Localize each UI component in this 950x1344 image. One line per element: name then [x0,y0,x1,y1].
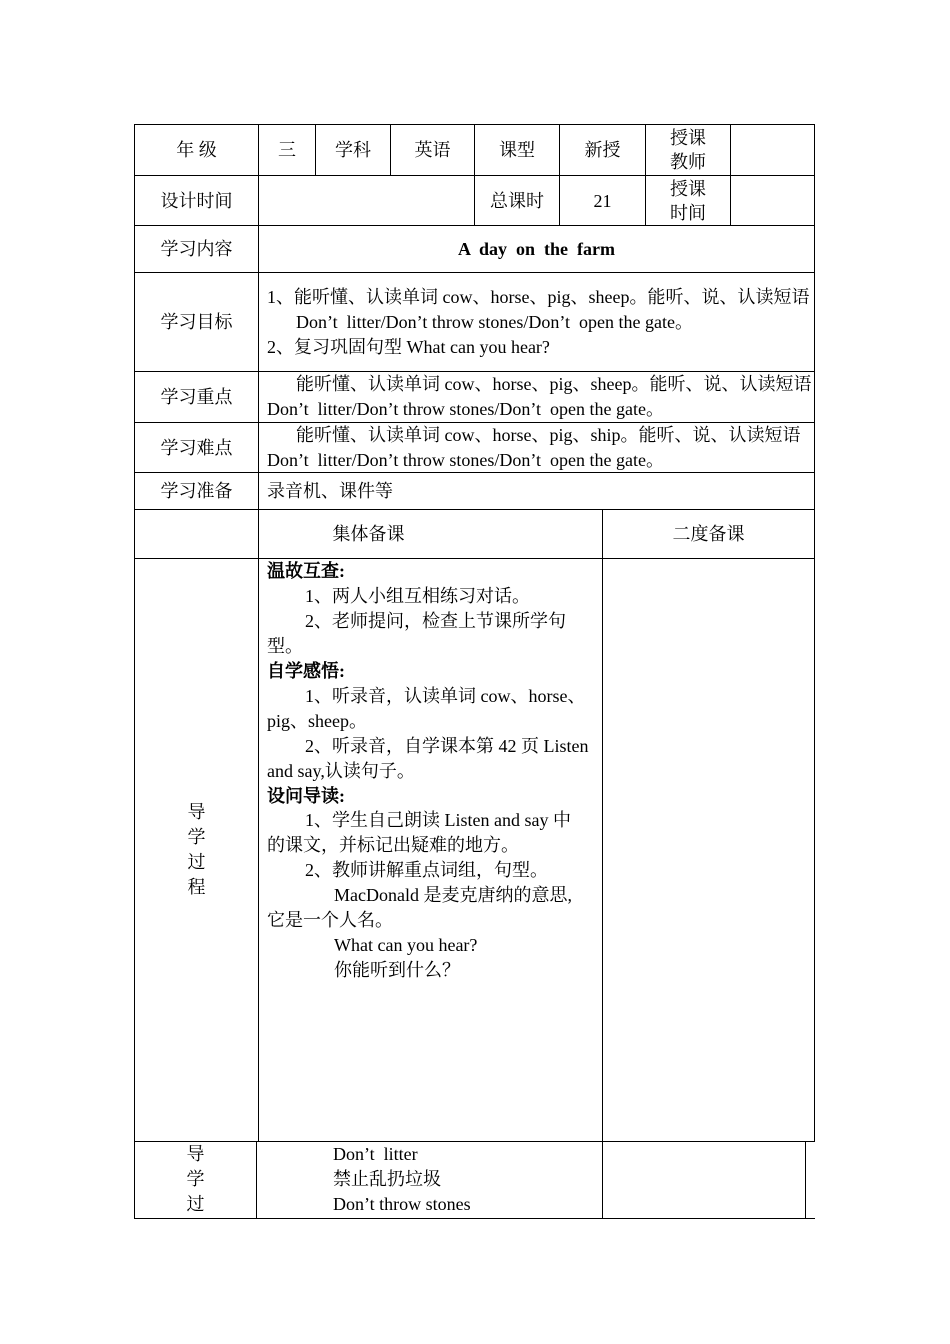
continuation-line: Don’t throw stones [333,1194,471,1214]
difficulty-label: 学习难点 [160,437,233,458]
process-line: 1、学生自己朗读 Listen and say 中 [305,810,571,830]
process-char: 导 [187,802,206,822]
collective-planning-header: 集体备课 [332,524,405,544]
section-heading-self-study: 自学感悟: [267,661,345,681]
process-line: 它是一个人名。 [267,910,393,930]
process-char: 学 [187,827,206,847]
prep-label: 学习准备 [160,481,233,501]
process-line: 2、老师提问，检查上节课所学句 [305,611,566,631]
goal-line-1: 1、能听懂、认读单词 cow、horse、pig、sheep。能听、说、认读短语 [267,287,810,307]
content-label: 学习内容 [160,239,233,259]
process-char: 过 [187,852,206,872]
process-char: 导 [186,1144,205,1164]
subject-label: 学科 [335,140,371,160]
design-time-label: 设计时间 [160,190,233,211]
teacher-label-line-2: 教师 [670,152,706,172]
process-line: 型。 [267,636,303,656]
lesson-type-value: 新授 [584,140,621,160]
teacher-value [731,125,814,175]
design-time-value [259,176,474,225]
process-line: MacDonald 是麦克唐纳的意思, [334,885,572,905]
process-line: pig、sheep。 [267,711,367,731]
process-line: 2、教师讲解重点词组，句型。 [305,860,548,880]
process-char: 过 [186,1194,205,1214]
continuation-line: Don’t litter [333,1144,418,1164]
process-label [135,800,258,900]
section-heading-guided-reading: 设问导读: [267,786,345,806]
key-line-2: Don’t litter/Don’t throw stones/Don’t open the gate。 [267,399,664,419]
process-line: and say,认读句子。 [267,761,415,781]
process-line: 你能听到什么？ [334,960,460,980]
goal-line-3: 2、复习巩固句型 What can you hear? [267,337,550,357]
class-time-label-line-1: 授课 [670,178,706,199]
total-hours-value: 21 [593,190,612,211]
process-char: 程 [187,877,206,897]
process-line: 1、听录音，认读单词 cow、horse、 [305,686,586,706]
process-line: 2、听录音，自学课本第 42 页 Listen [305,736,589,756]
lesson-type-label: 课型 [499,140,535,160]
grade-label: 年 级 [176,140,217,160]
class-time-value [731,176,814,225]
process-line: 1、两人小组互相练习对话。 [305,586,530,606]
key-label: 学习重点 [160,387,233,407]
second-planning-header: 二度备课 [672,524,745,544]
content-value: A day on the farm [458,239,615,259]
class-time-label-line-2: 时间 [670,202,706,223]
class-time-label [646,176,730,225]
process-line: 的课文，并标记出疑难的地方。 [267,835,519,855]
goal-line-2: Don’t litter/Don’t throw stones/Don’t open the gate。 [296,312,693,332]
subject-value: 英语 [414,140,451,160]
total-hours-label: 总课时 [490,190,544,211]
section-heading-review: 温故互查: [267,561,345,581]
prep-value: 录音机、课件等 [267,481,393,501]
continuation-line: 禁止乱扔垃圾 [333,1169,441,1189]
process-char: 学 [186,1169,205,1189]
teacher-label [646,125,730,175]
teacher-label-line-1: 授课 [670,128,706,148]
process-label-continued [135,1142,256,1217]
difficulty-line-1: 能听懂、认读单词 cow、horse、pig、ship。能听、说、认读短语 [296,425,801,445]
process-line: What can you hear? [334,935,478,955]
difficulty-line-2: Don’t litter/Don’t throw stones/Don’t open the gate。 [267,450,664,470]
goal-label: 学习目标 [160,312,233,332]
grade-value: 三 [278,140,296,160]
key-line-1: 能听懂、认读单词 cow、horse、pig、sheep。能听、说、认读短语 [296,374,812,394]
